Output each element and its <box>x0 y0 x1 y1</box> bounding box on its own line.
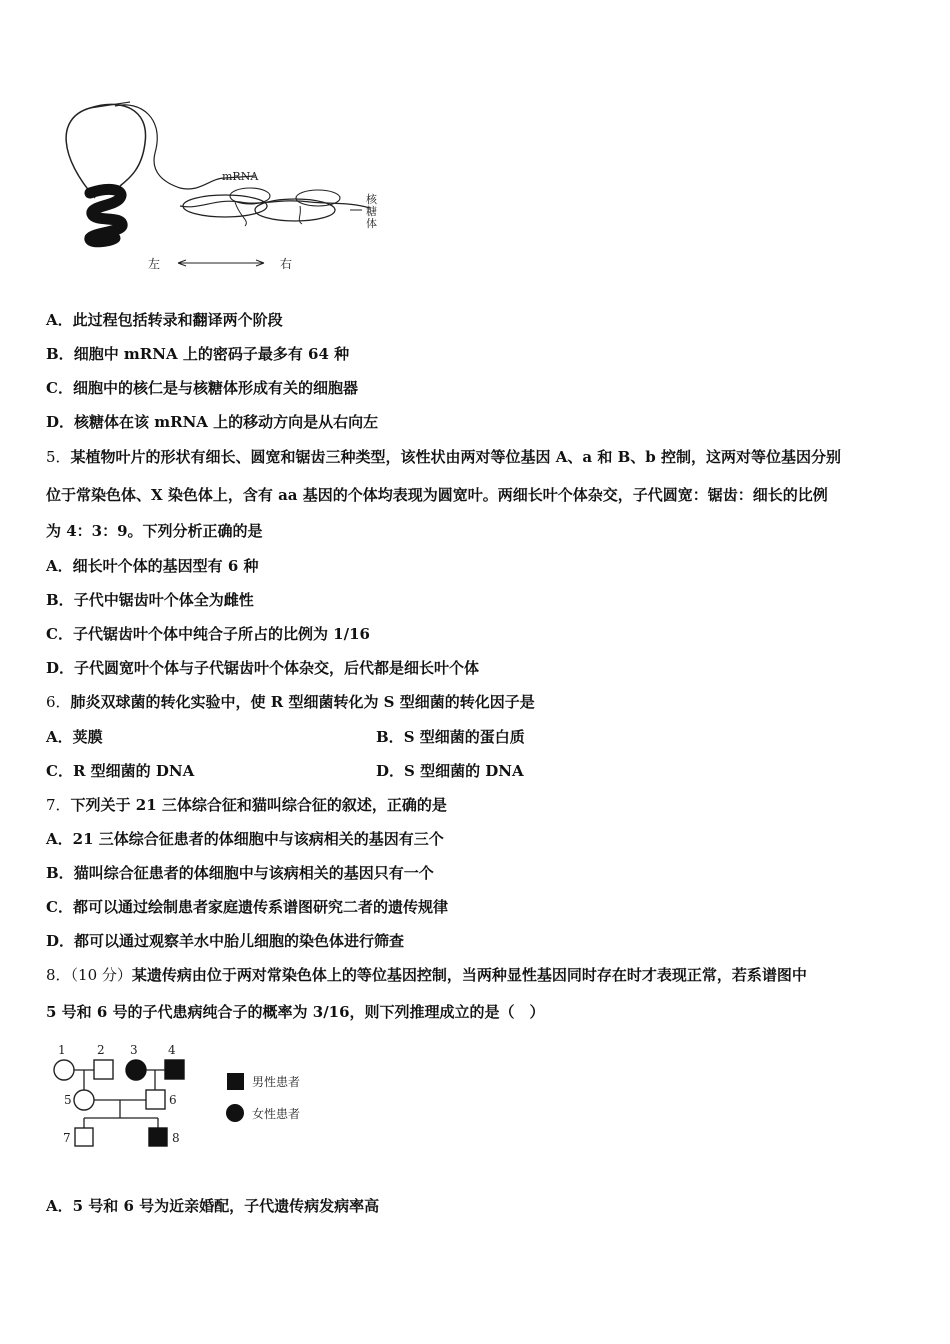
mrna-strand-lower <box>180 201 370 208</box>
q5-stem-line2: 位于常染色体、X 染色体上，含有 aa 基因的个体均表现为圆宽叶。两细长叶个体杂交，子代圆宽：锯齿：细长的比例 <box>46 486 828 504</box>
question-number: 5． <box>46 448 71 466</box>
q6-stem <box>46 692 535 712</box>
q4-option-a <box>46 310 283 330</box>
option-text: S 型细菌的 DNA <box>404 762 524 780</box>
q5-stem-line1 <box>46 447 841 467</box>
individual-8-affected-male <box>149 1128 167 1146</box>
option-letter: A． <box>46 1197 73 1215</box>
option-text: 子代中锯齿叶个体全为雌性 <box>73 591 254 609</box>
option-letter: A． <box>46 557 73 575</box>
left-label: 左 <box>148 257 161 271</box>
question-stem: 某遗传病由位于两对常染色体上的等位基因控制，当两种显性基因同时存在时才表现正常，若系谱图中 <box>131 966 807 984</box>
q7-option-d <box>46 931 404 951</box>
legend-male-symbol <box>227 1073 244 1090</box>
ribosome-2 <box>255 199 335 221</box>
question-stem: 肺炎双球菌的转化实验中，使 R 型细菌转化为 S 型细菌的转化因子是 <box>70 693 535 711</box>
q7-stem <box>46 795 447 815</box>
pedigree-number: 6 <box>169 1093 177 1107</box>
dna-loop-outer <box>115 105 180 188</box>
option-text: 此过程包括转录和翻译两个阶段 <box>72 311 283 329</box>
q6-option-b <box>376 727 525 747</box>
q4-option-c <box>46 378 358 398</box>
q5-option-a <box>46 556 259 576</box>
pedigree-number: 8 <box>172 1131 180 1145</box>
option-letter: A． <box>46 728 73 746</box>
option-letter: D． <box>376 762 405 780</box>
option-text: S 型细菌的蛋白质 <box>403 728 525 746</box>
pedigree-number: 3 <box>130 1043 138 1057</box>
option-text: R 型细菌的 DNA <box>72 762 195 780</box>
q6-option-c <box>46 761 194 781</box>
individual-5-female <box>74 1090 94 1110</box>
q8-option-a <box>46 1196 379 1216</box>
legend-female-symbol <box>226 1104 244 1122</box>
option-letter: C． <box>46 762 73 780</box>
individual-3-affected-female <box>126 1060 146 1080</box>
question-stem: 某植物叶片的形状有细长、圆宽和锯齿三种类型，该性状由两对等位基因 A、a 和 B、b 控制，这两对等位基因分别 <box>70 448 841 466</box>
option-letter: C． <box>46 898 73 916</box>
q6-option-a <box>46 727 103 747</box>
pedigree-number: 1 <box>58 1043 66 1057</box>
ribosome-label: 核 糖 体 <box>366 193 377 230</box>
option-letter: B． <box>376 728 404 746</box>
q4-option-b <box>46 344 349 364</box>
option-text: 21 三体综合征患者的体细胞中与该病相关的基因有三个 <box>72 830 444 848</box>
option-text: 细胞中 mRNA 上的密码子最多有 64 种 <box>73 345 350 363</box>
option-letter: D． <box>46 932 75 950</box>
q8-stem-line1 <box>46 965 807 985</box>
option-letter: B． <box>46 345 74 363</box>
option-text: 荚膜 <box>72 728 103 746</box>
right-label: 右 <box>280 257 293 271</box>
q7-option-a <box>46 829 444 849</box>
individual-2-male <box>94 1060 113 1079</box>
option-text: 核糖体在该 mRNA 上的移动方向是从右向左 <box>74 413 379 431</box>
legend-male-label: 男性患者 <box>252 1075 301 1089</box>
option-text: 细长叶个体的基因型有 6 种 <box>72 557 259 575</box>
option-letter: A． <box>46 830 73 848</box>
q5-option-d <box>46 658 479 678</box>
q7-option-b <box>46 863 434 883</box>
q8-stem-line2: 5 号和 6 号的子代患病纯合子的概率为 3/16，则下列推理成立的是（ ） <box>46 1003 545 1021</box>
pedigree-number: 4 <box>168 1043 176 1057</box>
option-text: 细胞中的核仁是与核糖体形成有关的细胞器 <box>72 379 358 397</box>
option-text: 子代圆宽叶个体与子代锯齿叶个体杂交，后代都是细长叶个体 <box>74 659 480 677</box>
pedigree-number: 5 <box>64 1093 72 1107</box>
option-letter: C． <box>46 379 73 397</box>
legend-female-label: 女性患者 <box>252 1107 301 1121</box>
option-text: 猫叫综合征患者的体细胞中与该病相关的基因只有一个 <box>73 864 434 882</box>
question-number: 8． <box>46 966 71 984</box>
option-text: 子代锯齿叶个体中纯合子所占的比例为 1/16 <box>72 625 370 643</box>
option-letter: D． <box>46 659 75 677</box>
option-letter: D． <box>46 413 75 431</box>
pedigree-number: 7 <box>63 1131 71 1145</box>
q5-stem-line3: 为 4：3：9。下列分析正确的是 <box>46 522 263 540</box>
option-text: 都可以通过观察羊水中胎儿细胞的染色体进行筛查 <box>74 932 405 950</box>
individual-4-affected-male <box>165 1060 184 1079</box>
option-letter: B． <box>46 864 74 882</box>
mrna-label: mRNA <box>222 170 259 183</box>
ribosome-4 <box>296 190 340 206</box>
option-letter: B． <box>46 591 74 609</box>
q4-option-d <box>46 412 378 432</box>
option-letter: A． <box>46 311 73 329</box>
q5-option-c <box>46 624 370 644</box>
option-letter: C． <box>46 625 73 643</box>
pedigree-chart <box>46 1038 326 1158</box>
option-text: 都可以通过绘制患者家庭遗传系谱图研究二者的遗传规律 <box>72 898 448 916</box>
option-text: 5 号和 6 号为近亲婚配，子代遗传病发病率高 <box>72 1197 380 1215</box>
q6-option-d <box>376 761 524 781</box>
individual-6-male <box>146 1090 165 1109</box>
question-score: （10 分） <box>70 966 132 984</box>
question-number: 6． <box>46 693 71 711</box>
q5-option-b <box>46 590 254 610</box>
individual-7-male <box>75 1128 93 1146</box>
question-stem: 下列关于 21 三体综合征和猫叫综合征的叙述，正确的是 <box>70 796 447 814</box>
translation-diagram <box>50 98 400 278</box>
question-number: 7． <box>46 796 71 814</box>
pedigree-number: 2 <box>97 1043 105 1057</box>
individual-1-female <box>54 1060 74 1080</box>
q7-option-c <box>46 897 448 917</box>
